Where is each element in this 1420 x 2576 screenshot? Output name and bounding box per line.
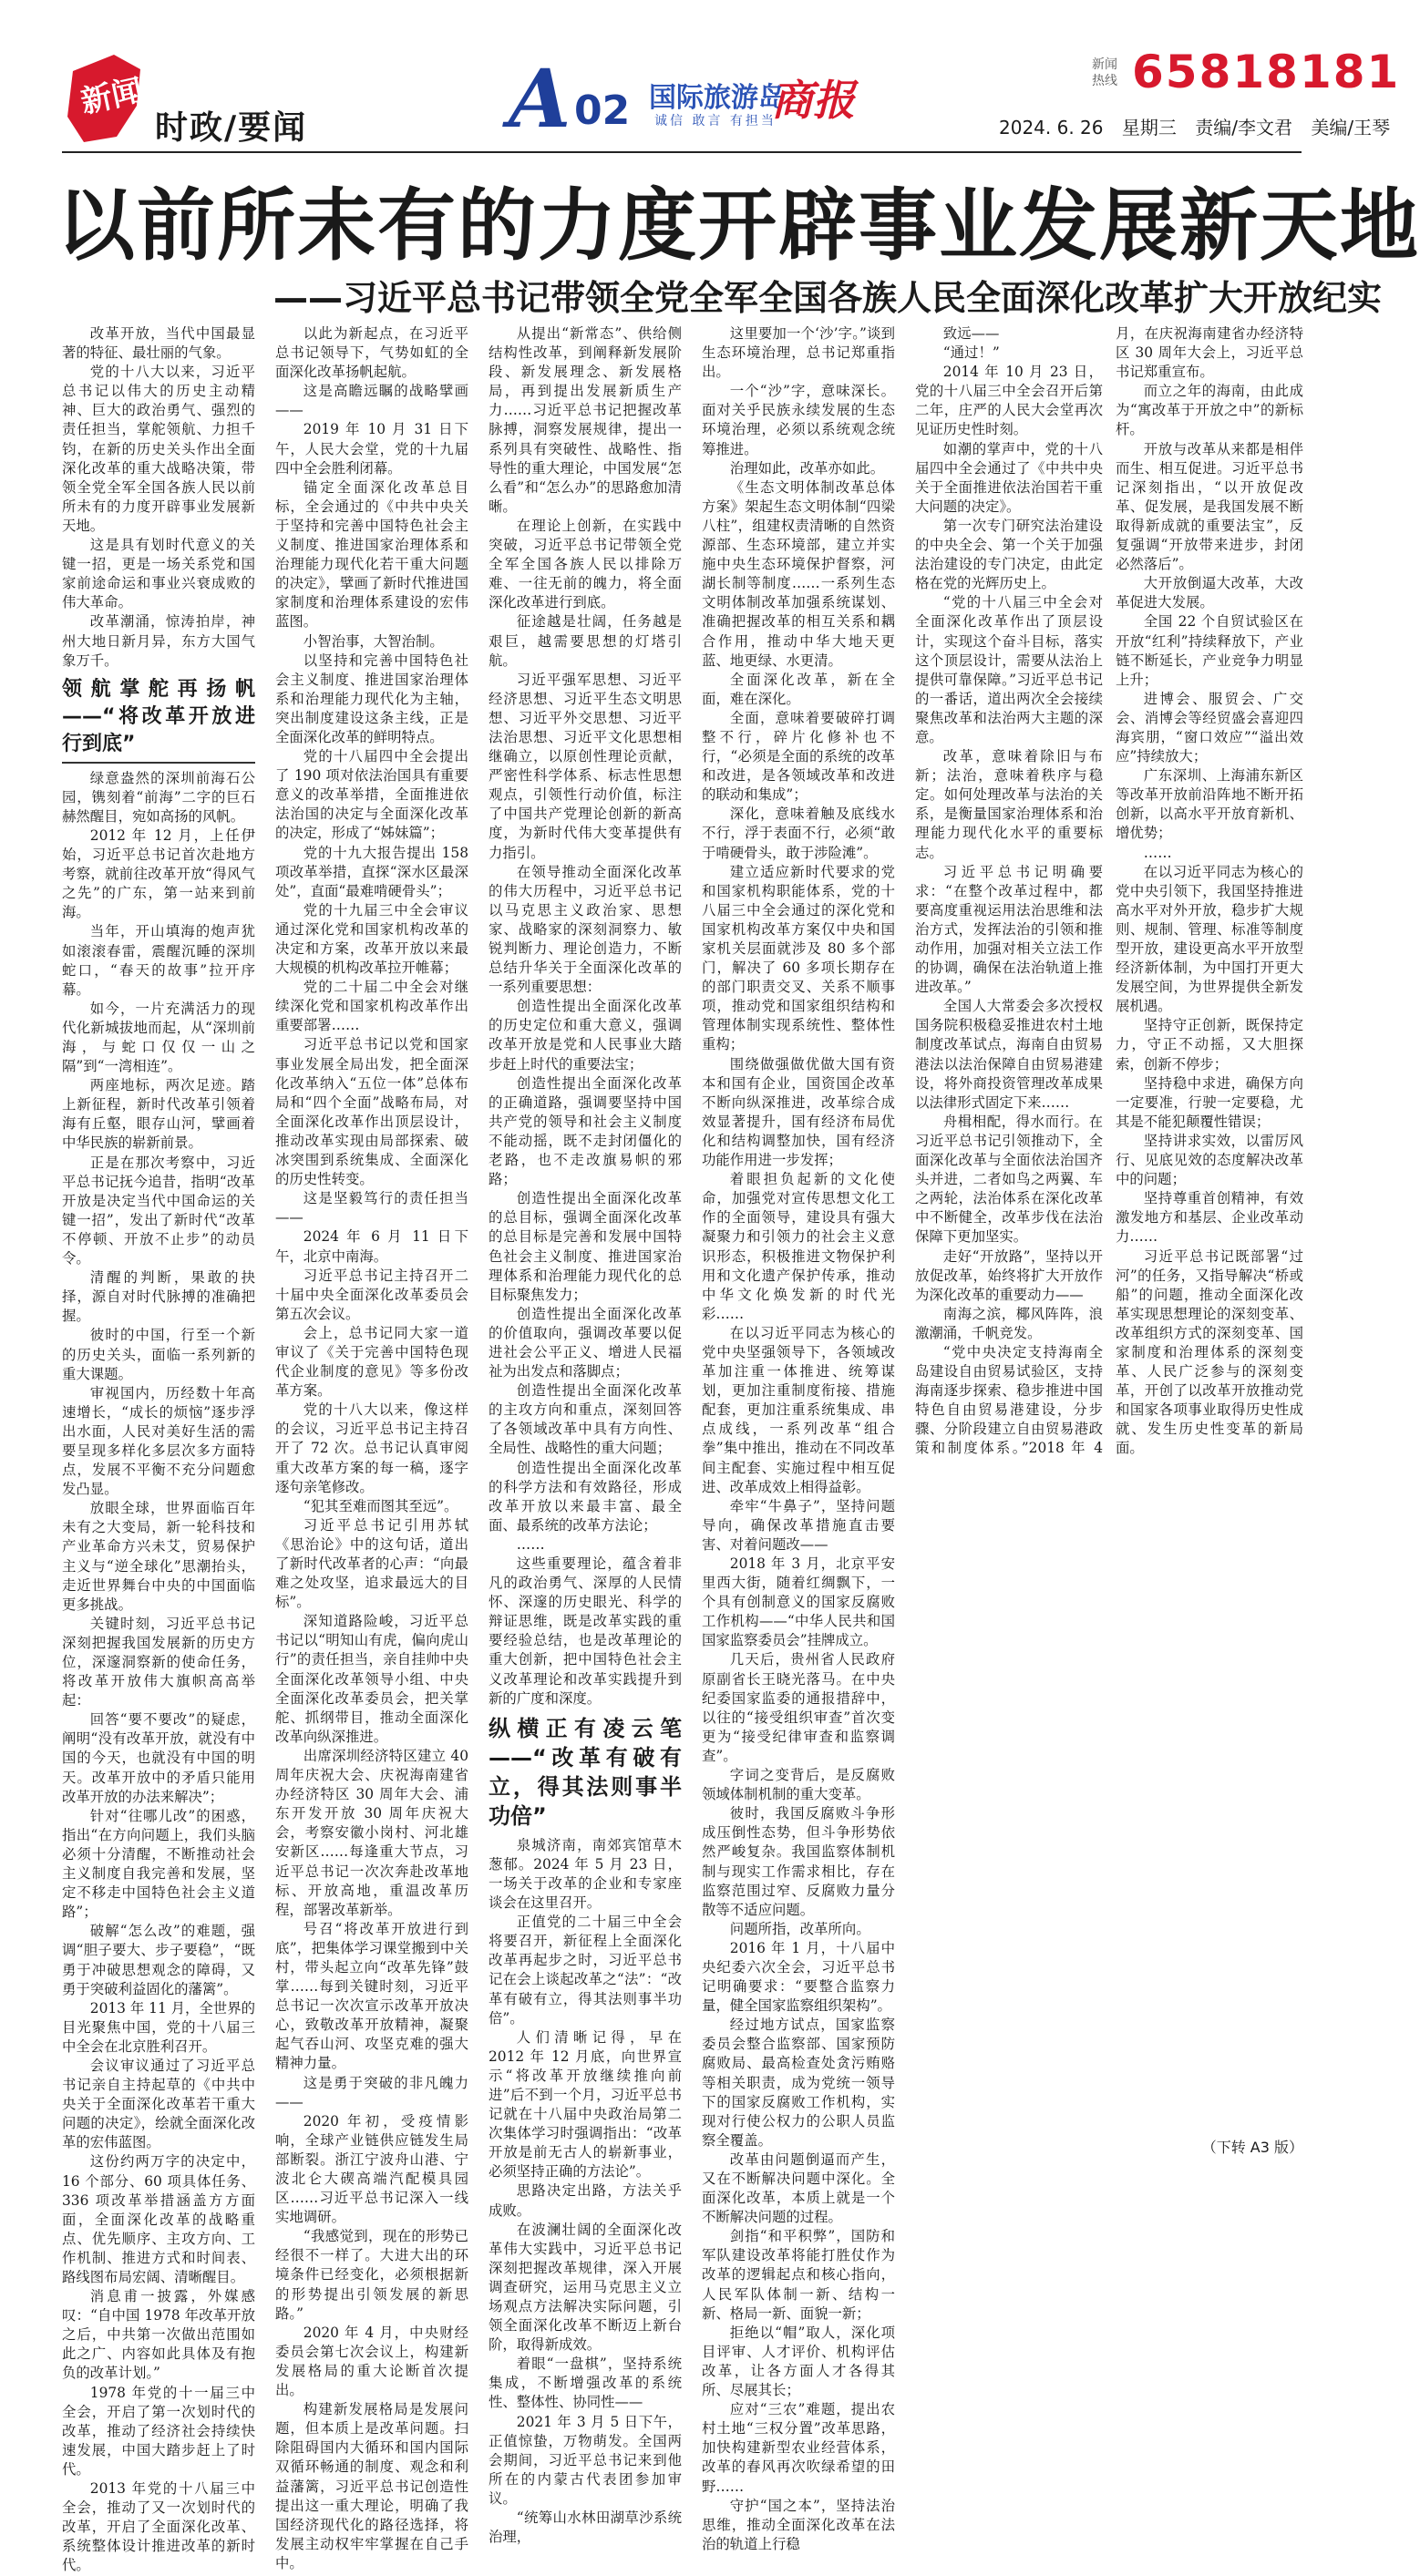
article-paragraph: 关键时刻，习近平总书记深刻把握我国发展新的历史方位，深邃洞察新的使命任务，将改革开放伟大旗帜高高举起： [62, 1615, 255, 1709]
designer: 美编/王琴 [1311, 117, 1391, 139]
article-paragraph: …… [1143, 844, 1172, 861]
article-paragraph: 在领导推动全面深化改革的伟大历程中，习近平总书记以马克思主义政治家、思想家、战略家的深刻洞察力、敏锐判断力、理论创造力，不断总结升华关于全面深化改革的一系列重要思想： [489, 863, 682, 996]
article-paragraph: 2012 年 12 月，上任伊始，习近平总书记首次赴地方考察，就前往改革开放“得风气之先”的广东，第一站来到前海。 [62, 826, 255, 921]
article-paragraph: 针对“往哪儿改”的困惑，指出“在方向问题上，我们头脑必须十分清醒，不断推动社会主义制度自我完善和发展，坚定不移走中国特色社会主义道路”； [62, 1807, 255, 1921]
article-paragraph: 党的十八届四中全会提出了 190 项对依法治国具有重要意义的改革举措，全面推进依法治国的决定与全面深化改革的决定，形成了“姊妹篇”； [275, 748, 468, 842]
article-paragraph: 进博会、服贸会、广交会、消博会等经贸盛会喜迎四海宾朋，“窗口效应”“溢出效应”持续放大； [1116, 690, 1303, 765]
news-logo [64, 53, 147, 144]
article-paragraph: 习近平总书记明确要求：“在整个改革过程中，都要高度重视运用法治思维和法治方式，发挥法治的引领和推动作用，加强对相关立法工作的协调，确保在法治轨道上推进改革。” [915, 863, 1103, 996]
article-paragraph: 号召“将改革开放进行到底”，把集体学习课堂搬到中关村，带头起立向“改革先锋”鼓掌……每到关键时刻，习近平总书记一次次宣示改革开放决心，致敬改革开放精神，凝聚起气吞山河、攻坚克难的强大精神力量。 [275, 1920, 468, 2072]
article-paragraph: 改革，意味着除旧与布新；法治，意味着秩序与稳定。如何处理改革与法治的关系，是衡量国家治理体系和治理能力现代化水平的重要标志。 [915, 748, 1103, 861]
article-paragraph: 全面深化改革，新在全面，难在深化。 [702, 671, 895, 707]
article-paragraph: “我感觉到，现在的形势已经很不一样了。大进大出的环境条件已经变化，必须根据新的形势提出引领发展的新思路。” [275, 2228, 468, 2322]
article-paragraph: 消息甫一披露，外媒感叹：“自中国 1978 年改革开放之后，中共第一次做出范围如此之广、内容如此具体及有抱负的改革计划。” [62, 2288, 255, 2382]
article-paragraph: 习近平总书记引用苏轼《思治论》中的这句话，道出了新时代改革者的心声：“向最难之处攻坚，追求最远大的目标”。 [275, 1516, 468, 1611]
logo-text: 新闻 [77, 72, 147, 121]
article-paragraph: 治理如此，改革亦如此。 [729, 459, 885, 477]
article-paragraph: 彼时的中国，行至一个新的历史关头，面临一系列新的重大课题。 [62, 1327, 255, 1382]
article-paragraph: 习近平总书记既部署“过河”的任务，又指导解决“桥或船”的问题，推动全面深化改革实现思想理论的深刻变革、改革组织方式的深刻变革、国家制度和治理体系的深刻变革、人民广泛参与的深刻变革，开创了以改革开放推动党和国家各项事业取得历史性成就、发生历史性变革的新局面。 [1116, 1247, 1303, 1457]
article-paragraph: 全国 22 个自贸试验区在开放“红利”持续释放下，产业链不断延长，产业竞争力明显上升； [1116, 613, 1303, 688]
article-paragraph: 全国人大常委会多次授权国务院积极稳妥推进农村土地制度改革试点，海南自由贸易港法以法治保障自由贸易港建设，将外商投资管理改革成果以法律形式固定下来…… [915, 998, 1103, 1111]
article-paragraph: 回答“要不要改”的疑虑，阐明“没有改革开放，就没有中国的今天，也就没有中国的明天。改革开放中的矛盾只能用改革开放的办法来解决”； [62, 1711, 255, 1805]
article-paragraph: 创造性提出全面深化改革的历史定位和重大意义，强调改革开放是党和人民事业大踏步赶上时代的重要法宝； [489, 998, 682, 1072]
article-paragraph: 这些重要理论，蕴含着非凡的政治勇气、深厚的人民情怀、深邃的历史眼光、科学的辩证思维，既是改革实践的重要经验总结，也是改革理论的重大创新，把中国特色社会主义改革理论和改革实践提升到新的广度和深度。 [489, 1555, 682, 1707]
article-paragraph: 党的十八大以来，习近平总书记以伟大的历史主动精神、巨大的政治勇气、强烈的责任担当，掌舵领航、力担千钧，在新的历史关头作出全面深化改革的重大战略决策，带领全党全军全国各族人民以前所未有的力度开辟事业发展新天地。 [62, 364, 255, 534]
article-paragraph: 以此为新起点，在习近平总书记领导下，气势如虹的全面深化改革扬帆起航。 [275, 325, 468, 381]
article-paragraph: 在以习近平同志为核心的党中央坚强领导下，各领域改革加注重一体推进、统筹谋划，更加注重制度衔接、措施配套，更加注重系统集成、串点成线，一系列改革“组合拳”集中推出，推动在不同改革间主配套、实施过程中相互促进、改革成效上相得益彰。 [702, 1324, 895, 1495]
article-paragraph: “统筹山水林田湖草沙系统治理， [489, 2509, 682, 2546]
article-paragraph: 问题所指，改革所向。 [729, 1920, 870, 1937]
editor: 责编/李文君 [1195, 117, 1292, 139]
article-paragraph: 在波澜壮阔的全面深化改革伟大实践中，习近平总书记深刻把握改革规律，深入开展调查研究，运用马克思主义立场观点方法解决实际问题，引领全面深化改革不断迈上新台阶，取得新成效。 [489, 2221, 682, 2354]
article-paragraph: 党的十九大报告提出 158 项改革举措，直探“深水区最深处”，直面“最难啃硬骨头”； [275, 844, 468, 899]
article-paragraph: 泉城济南，南郊宾馆草木葱郁。2024 年 5 月 23 日，一场关于改革的企业和专家座谈会在这里召开。 [489, 1836, 682, 1912]
article-paragraph: 经过地方试点，国家监察委员会整合监察部、国家预防腐败局、最高检查处贪污贿赂等相关职责，成为党统一领导下的国家反腐败工作机构，实现对行使公权力的公职人员监察全覆盖。 [702, 2017, 895, 2149]
article-paragraph: 围绕做强做优做大国有资本和国有企业，国资国企改革不断向纵深推进，改革综合成效显著提升，国有经济布局优化和结构调整加快，国有经济功能作用进一步发挥； [702, 1055, 895, 1169]
issue-date: 2024. 6. 26 [999, 117, 1104, 139]
article-column-2 [275, 324, 468, 2571]
article-paragraph: 人们清晰记得，早在 2012 年 12 月底，向世界宣示“将改革开放继续推向前进”后不到一个月，习近平总书记就在十八届中央政治局第二次集体学习时强调指出：“改革开放是前无古人的崭新事业，必须坚持正确的方法论”。 [489, 2028, 682, 2181]
hotline-label: 新闻热线 [1092, 57, 1117, 88]
article-paragraph: 彼时，我国反腐败斗争形成压倒性态势，但斗争形势依然严峻复杂。我国监察体制机制与现实工作需求相比，存在监察范围过窄、反腐败力量分散等不适应问题。 [702, 1805, 895, 1918]
article-paragraph: 2013 年党的十八届三中全会，推动了又一次划时代的改革，开启了全面深化改革、系统整体设计推进改革的新时代。 [62, 2480, 255, 2574]
article-paragraph: 创造性提出全面深化改革的主攻方向和重点，深刻回答了各领域改革中具有方向性、全局性、战略性的重大问题； [489, 1382, 682, 1457]
article-paragraph: 应对“三农”难题，提出农村土地“三权分置”改革思路，加快构建新型农业经营体系，改革的春风再次吹绿希望的田野…… [702, 2401, 895, 2495]
article-paragraph: …… [516, 1535, 545, 1553]
article-paragraph: 出席深圳经济特区建立 40 周年庆祝大会、庆祝海南建省办经济特区 30 周年大会、浦东开发开放 30 周年庆祝大会，考察安徽小岗村、河北雄安新区……每逢重大节点，习近平总书记一次次奔赴改革地标、开放高地，重温改革历程，部署改革新举。 [275, 1747, 468, 1918]
article-paragraph: 小智治事，大智治制。 [303, 632, 444, 650]
article-column-4 [702, 324, 895, 2552]
page-letter: A [509, 51, 571, 146]
article-paragraph: 在理论上创新，在实践中突破，习近平总书记带领全党全军全国各族人民以排除万难、一往无前的魄力，将全面深化改革进行到底。 [489, 517, 682, 611]
article-paragraph: 2014 年 10 月 23 日，党的十八届三中全会召开后第二年，庄严的人民大会堂再次见证历史性时刻。 [915, 364, 1103, 438]
article-paragraph: 两座地标，两次足迹。踏上新征程，新时代改革引领着海有丘壑，眼存山河，擘画着中华民族的崭新前景。 [62, 1077, 255, 1152]
article-paragraph: 《生态文明体制改革总体方案》架起生态文明体制“四梁八柱”，组建权责清晰的自然资源部、生态环境部，建立并实施中央生态环境保护督察，河湖长制等制度……一系列生态文明体制改革加强系统谋划、准确把握改革的相互关系和耦合作用，推动中华大地天更蓝、地更绿、水更清。 [702, 478, 895, 669]
article-paragraph: 着眼担负起新的文化使命，加强党对宣传思想文化工作的全面领导，建设具有强大凝聚力和引领力的社会主义意识形态，积极推进文物保护利用和文化遗产保护传承，推动中华文化焕发新的时代光彩…… [702, 1171, 895, 1322]
article-paragraph: 审视国内，历经数十年高速增长，“成长的烦恼”逐步浮出水面，人民对美好生活的需要呈现多样化多层次多方面特点，发展不平衡不充分问题愈发凸显。 [62, 1384, 255, 1498]
article-paragraph: 剑指“和平积弊”，国防和军队建设改革将能打胜仗作为改革的逻辑起点和核心指向，人民军队体制一新、结构一新、格局一新、面貌一新； [702, 2228, 895, 2322]
article-section-heading: 领航掌舵再扬帆——“将改革开放进行到底” [62, 676, 255, 764]
header-rule [62, 151, 1302, 153]
article-paragraph: 舟楫相配，得水而行。在习近平总书记引领推动下，全面深化改革与全面依法治国齐头并进，二者如鸟之两翼、车之两轮，法治体系在深化改革中不断健全，改革步伐在法治保障下更加坚实。 [915, 1113, 1103, 1246]
issue-meta [999, 113, 1403, 139]
article-paragraph: 坚持尊重首创精神，有效激发地方和基层、企业改革动力…… [1116, 1190, 1303, 1246]
article-paragraph: 建立适应新时代要求的党和国家机构职能体系，党的十八届三中全会通过的深化党和国家机构改革方案仅中央和国家机关层面就涉及 80 多个部门，解决了 60 多项长期存在的部门职责交叉、关系不顺事项，推动党和国家组织结构和管理体制实现系统性、整体性重构； [702, 863, 895, 1053]
article-paragraph: “通过！” [942, 344, 1000, 362]
article-paragraph: 2020 年 4 月，中央财经委员会第七次会议上，构建新发展格局的重大论断首次提出。 [275, 2324, 468, 2399]
article-paragraph: 清醒的判断，果敢的抉择，源自对时代脉搏的准确把握。 [62, 1269, 255, 1325]
article-paragraph: 而立之年的海南，由此成为“寓改革于开放之中”的新标杆。 [1116, 383, 1303, 438]
continued-note: （下转 A3 版） [1201, 2139, 1303, 2156]
article-paragraph: 改革开放，当代中国最显著的特征、最壮丽的气象。 [62, 325, 255, 362]
article-paragraph: 2024 年 6 月 11 日下午，北京中南海。 [275, 1228, 468, 1265]
article-paragraph: 会上，总书记同大家一道审议了《关于完善中国特色现代企业制度的意见》等多份改革方案。 [275, 1324, 468, 1400]
article-paragraph: 党的二十届二中全会对继续深化党和国家机构改革作出重要部署…… [275, 979, 468, 1034]
article-paragraph: 如潮的掌声中，党的十八届四中全会通过了《中共中央关于全面推进依法治国若干重大问题的决定》。 [915, 440, 1103, 515]
article-paragraph: 以坚持和完善中国特色社会主义制度、推进国家治理体系和治理能力现代化为主轴，突出制度建设这条主线，正是全面深化改革的鲜明特点。 [275, 652, 468, 745]
article-paragraph: 开放与改革从来都是相伴而生、相互促进。习近平总书记深刻指出，“以开放促改革、促发展，是我国发展不断取得新成就的重要法宝”，反复强调“开放带来进步，封闭必然落后”。 [1116, 440, 1303, 573]
article-paragraph: 习近平总书记主持召开二十届中央全面深化改革委员会第五次会议。 [275, 1267, 468, 1322]
article-paragraph: 创造性提出全面深化改革的正确道路，强调要坚持中国共产党的领导和社会主义制度不能动摇，既不走封闭僵化的老路，也不走改旗易帜的邪路； [489, 1074, 682, 1188]
article-paragraph: 2013 年 11 月，全世界的目光聚焦中国，党的十八届三中全会在北京胜利召开。 [62, 1999, 255, 2055]
article-paragraph: 正是在那次考察中，习近平总书记抚今追昔，指明“改革开放是决定当代中国命运的关键一招”，发出了新时代“改革不停顿、开放不止步”的动员令。 [62, 1154, 255, 1267]
article-paragraph: 创造性提出全面深化改革的总目标，强调全面深化改革的总目标是完善和发展中国特色社会主义制度、推进国家治理体系和治理能力现代化的总目标聚焦发力； [489, 1190, 682, 1303]
article-paragraph: 绿意盎然的深圳前海石公园，镌刻着“前海”二字的巨石赫然醒目，宛如高扬的风帆。 [62, 769, 255, 825]
article-paragraph: 这里要加一个‘沙’字。”谈到生态环境治理，总书记郑重指出。 [702, 325, 895, 381]
article-paragraph: 这是坚毅笃行的责任担当—— [275, 1190, 468, 1226]
article-column-1 [62, 324, 255, 2574]
article-paragraph: 南海之滨，椰风阵阵，浪激潮涌，千帆竞发。 [915, 1305, 1103, 1341]
page-header [0, 0, 1401, 147]
article-paragraph: 这是勇于突破的非凡魄力—— [275, 2074, 468, 2110]
article-paragraph: 创造性提出全面深化改革的价值取向，强调改革要以促进社会公平正义、增进人民福祉为出发点和落脚点； [489, 1305, 682, 1380]
article-paragraph: 坚持讲求实效，以雷厉风行、见底见效的态度解决改革中的问题； [1116, 1132, 1303, 1188]
article-paragraph: 党的十九届三中全会审议通过深化党和国家机构改革的决定和方案，改革开放以来最大规模的机构改革拉开帷幕； [275, 901, 468, 977]
article-paragraph: 牵牢“牛鼻子”，坚持问题导向，确保改革措施直击要害、对着问题改—— [702, 1497, 895, 1553]
page-number: 02 [574, 87, 631, 134]
hotline-number: 65818181 [1132, 46, 1401, 98]
article-paragraph: 第一次专门研究法治建设的中央全会、第一个关于加强法治建设的专门决定，由此定格在党的光辉历史上。 [915, 517, 1103, 592]
article-paragraph: 坚持稳中求进，确保方向一定要准，行驶一定要稳，尤其是不能犯颠覆性错误； [1116, 1074, 1303, 1130]
article-column-5 [915, 324, 1303, 2138]
article-paragraph: 这是高瞻远瞩的战略擘画—— [275, 383, 468, 419]
article-paragraph: 如今，一片充满活力的现代化新城拔地而起，从“深圳前海，与蛇口仅仅一山之隔”到“一湾相连”。 [62, 1000, 255, 1075]
article-paragraph: 守护“国之本”，坚持法治思维，推动全面深化改革在法治的轨道上行稳 [702, 2497, 895, 2552]
article-column-3 [489, 324, 682, 2546]
article-paragraph: 会议审议通过了习近平总书记亲自主持起草的《中共中央关于全面深化改革若干重大问题的决定》，绘就全面深化改革的宏伟蓝图。 [62, 2057, 255, 2151]
article-paragraph: 破解“怎么改”的难题，强调“胆子要大、步子要稳”，“既勇于冲破思想观念的障碍，又勇于突破利益固化的藩篱”。 [62, 1923, 255, 1997]
article-paragraph: 深化，意味着触及底线水不行，浮于表面不行，必须“敢于啃硬骨头，敢于涉险滩”。 [702, 806, 895, 861]
article-paragraph: 几天后，贵州省人民政府原副省长王晓光落马。在中央纪委国家监委的通报措辞中，以往的“接受组织审查”首次变更为“接受纪律审查和监察调查”。 [702, 1651, 895, 1764]
article-paragraph: 当年，开山填海的炮声犹如滚滚春雷，震醒沉睡的深圳蛇口，“春天的故事”拉开序幕。 [62, 923, 255, 998]
article-paragraph: 深知道路险峻，习近平总书记以“明知山有虎，偏向虎山行”的责任担当，亲自挂帅中央全面深化改革领导小组、中央全面深化改革委员会，把关掌舵、抓纲带目，推动全面深化改革向纵深推进。 [275, 1613, 468, 1745]
paper-name-red: 商报 [771, 76, 855, 125]
article-paragraph: 从提出“新常态”、供给侧结构性改革，到阐释新发展阶段、新发展理念、新发展格局，再到提出发展新质生产力……习近平总书记把握改革脉搏，洞察发展规律，提出一系列具有突破性、战略性、指导性的重大理论，中国发展“怎么看”和“怎么办”的思路愈加清晰。 [489, 325, 682, 515]
article-paragraph: 党的十八大以来，像这样的会议，习近平总书记主持召开了 72 次。总书记认真审阅重大改革方案的每一稿，逐字逐句亲笔修改。 [275, 1401, 468, 1495]
article-paragraph: 习近平总书记以党和国家事业发展全局出发，把全面深化改革纳入“五位一体”总体布局和“四个全面”战略布局，对全面深化改革作出顶层设计，推动改革实现由局部探索、破冰突围到系统集成、全面深化的历史性转变。 [275, 1036, 468, 1188]
article-paragraph: 创造性提出全面深化改革的科学方法和有效路径，形成改革开放以来最丰富、最全面、最系统的改革方法论； [489, 1459, 682, 1534]
article-section-heading: 纵横正有凌云笔——“改革有破有立，得其法则事半功倍” [489, 1715, 682, 1829]
article-paragraph: 锚定全面深化改革总目标，全会通过的《中共中央关于坚持和完善中国特色社会主义制度、推进国家治理体系和治理能力现代化若干重大问题的决定》，擘画了新时代推进国家制度和治理体系建设的宏伟蓝图。 [275, 478, 468, 631]
article-paragraph: 习近平强军思想、习近平经济思想、习近平生态文明思想、习近平外交思想、习近平法治思想、习近平文化思想相继确立，以原创性理论贡献，严密性科学体系、标志性思想观点，引领性行动价值，标注了中国共产党理论创新的新高度，为新时代伟大变革提供有力指引。 [489, 671, 682, 861]
article-paragraph: 正值党的二十届三中全会将要召开，新征程上全面深化改革再起步之时，习近平总书记在会上谈起改革之“法”：“改革有破有立，得其法则事半功倍”。 [489, 1914, 682, 2027]
article-title: 以前所未有的力度开辟事业发展新天地 [57, 180, 1420, 272]
article-paragraph: 思路决定出路，方法关乎成败。 [489, 2182, 682, 2219]
article-paragraph: 在以习近平同志为核心的党中央引领下，我国坚持推进高水平对外开放，稳步扩大规则、规制、管理、标准等制度型开放，建设更高水平开放型经济新体制，为中国打开更大发展空间，为世界提供全新发展机遇。 [1116, 863, 1303, 1015]
article-paragraph: 2021 年 3 月 5 日下午，正值惊蛰，万物萌发。全国两会期间，习近平总书记来到他所在的内蒙古代表团参加审议。 [489, 2413, 682, 2507]
article-paragraph: 改革潮涌，惊涛拍岸，神州大地日新月异，东方大国气象万千。 [62, 613, 255, 669]
article-paragraph: 这份约两万字的决定中，16 个部分、60 项具体任务、336 项改革举措涵盖方方面面，全面深化改革的战略重点、优先顺序、主攻方向、工作机制、推进方式和时间表、路线图布局宏阔、清晰醒目。 [62, 2153, 255, 2285]
section-name: 时政/要闻 [155, 109, 308, 147]
article-paragraph: 坚持守正创新，既保持定力，守正不动摇，又大胆探索，创新不停步； [1116, 1017, 1303, 1072]
article-paragraph: “党中央决定支持海南全岛建设自由贸易试验区，支持海南逐步探索、稳步推进中国特色自由贸易港建设，分步骤、分阶段建立自由贸易港政策和制度体系。”2018 年 4 月，在庆祝海南建省办经济特区 30 周年大会上，习近平总书记郑重宣布。 [915, 325, 1303, 1457]
article-paragraph: 着眼“一盘棋”，坚持系统集成，不断增强改革的系统性、整体性、协同性—— [489, 2355, 682, 2411]
paper-name: 国际旅游岛 [649, 82, 786, 114]
article-paragraph: 2020 年初，受疫情影响，全球产业链供应链发生局部断裂。浙江宁波舟山港、宁波北仑大碶高端汽配模具园区……习近平总书记深入一线实地调研。 [275, 2112, 468, 2226]
paper-slogan: 诚信 敢言 有担当 [654, 114, 777, 128]
article-paragraph: 1978 年党的十一届三中全会，开启了第一次划时代的改革，推动了经济社会持续快速发展，中国大踏步赶上了时代。 [62, 2384, 255, 2478]
article-paragraph: “犯其至难而图其至远”。 [303, 1497, 458, 1514]
article-paragraph: “党的十八届三中全会对全面深化改革作出了顶层设计，实现这个奋斗目标，落实这个顶层设计，需要从法治上提供可靠保障。”习近平总书记的一番话，道出两次全会接续聚焦改革和法治两大主题的深意。 [915, 594, 1103, 745]
article-paragraph: 全面，意味着要破碎打调整不行，碎片化修补也不行，“必须是全面的系统的改革和改进，是各领域改革和改进的联动和集成”； [702, 709, 895, 804]
article-paragraph: 一个“沙”字，意味深长。面对关乎民族永续发展的生态环境治理，必须以系统观念统筹推进。 [702, 383, 895, 457]
article-paragraph: 走好“开放路”，坚持以开放促改革，始终将扩大开放作为深化改革的重要动力—— [915, 1247, 1103, 1303]
article-paragraph: 字词之变背后，是反腐败领域体制机制的重大变革。 [702, 1767, 895, 1803]
article-paragraph: 构建新发展格局是发展问题，但本质上是改革问题。扫除阻碍国内大循环和国内国际双循环畅通的制度、观念和利益藩篱，习近平总书记创造性提出这一重大理论，明确了我国经济现代化的路径选择，将发展主动权牢牢掌握在自己手中。 [275, 2401, 468, 2571]
article-paragraph: 放眼全球，世界面临百年未有之大变局，新一轮科技和产业革命方兴未艾，贸易保护主义与“逆全球化”思潮抬头，走近世界舞台中央的中国面临更多挑战。 [62, 1500, 255, 1613]
article-paragraph: 拒绝以“帽”取人，深化项目评审、人才评价、机构评估改革，让各方面人才各得其所、尽展其长； [702, 2324, 895, 2399]
article-paragraph: 大开放倒逼大改革，大改革促进大发展。 [1116, 575, 1303, 611]
article-paragraph: 2016 年 1 月，十八届中央纪委六次全会，习近平总书记明确要求：“要整合监察力量，健全国家监察组织架构”。 [702, 1939, 895, 2015]
article-paragraph: 这是具有划时代意义的关键一招，更是一场关系党和国家前途命运和事业兴衰成败的伟大革命。 [62, 537, 255, 611]
article-paragraph: 改革由问题倒逼而产生，又在不断解决问题中深化。全面深化改革，本质上就是一个不断解决问题的过程。 [702, 2150, 895, 2226]
article-paragraph: 2018 年 3 月，北京平安里西大街，随着红绸飘下，一个具有创制意义的国家反腐败工作机构——“中华人民共和国国家监察委员会”挂牌成立。 [702, 1555, 895, 1649]
issue-weekday: 星期三 [1121, 117, 1177, 139]
article-subtitle: ——习近平总书记带领全党全军全国各族人民全面深化改革扩大开放纪实 [273, 278, 1383, 318]
article-paragraph: 征途越是壮阔，任务越是艰巨，越需要思想的灯塔引航。 [489, 613, 682, 669]
article-paragraph: 致远—— [942, 325, 1000, 342]
article-paragraph: 广东深圳、上海浦东新区等改革开放前沿阵地不断开拓创新，以高水平开放育新机、增优势； [1116, 767, 1303, 842]
article-paragraph: 2019 年 10 月 31 日下午，人民大会堂，党的十九届四中全会胜利闭幕。 [275, 421, 468, 477]
